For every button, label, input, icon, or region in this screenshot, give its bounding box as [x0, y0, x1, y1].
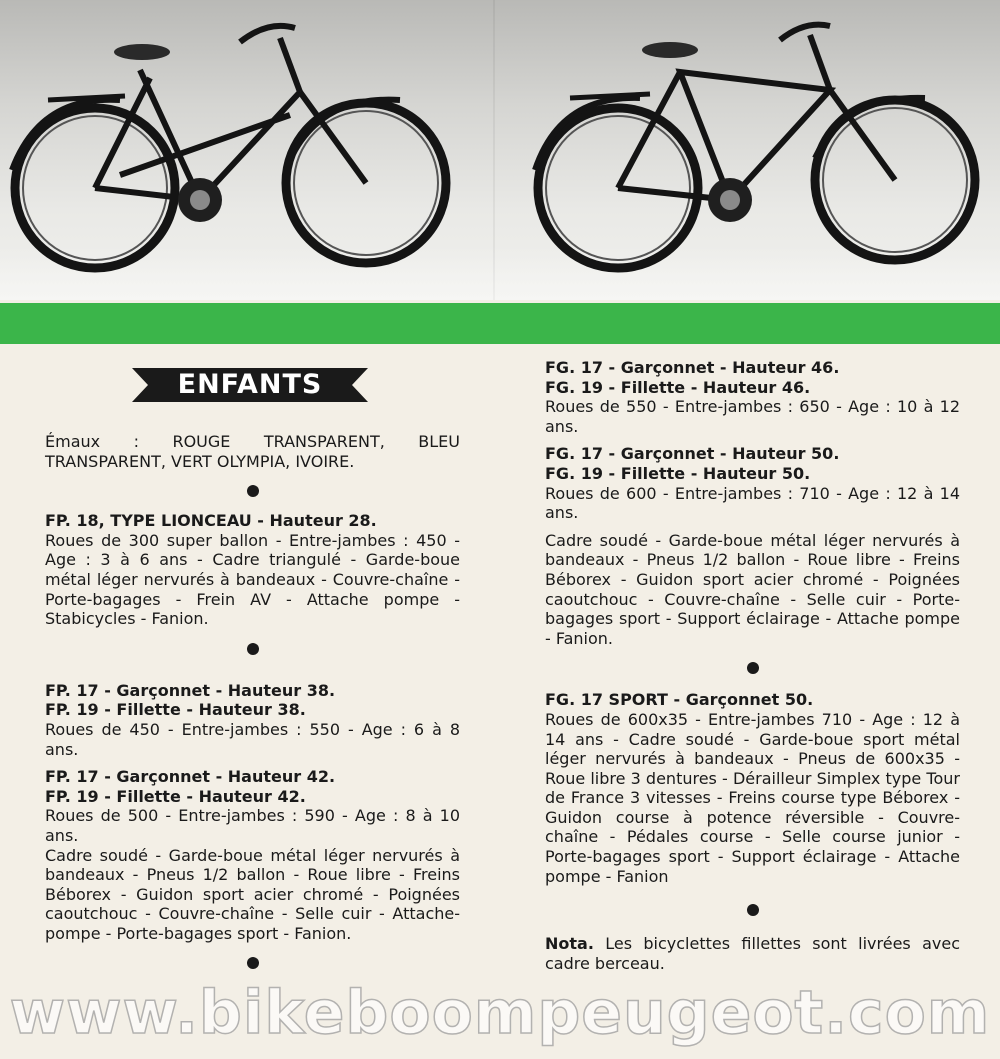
- green-band: [0, 303, 1000, 344]
- fg17-sport-heading: FG. 17 SPORT - Garçonnet 50.: [545, 690, 814, 710]
- fp17-42-heading: FP. 17 - Garçonnet - Hauteur 42.: [45, 767, 336, 787]
- fp17-38-heading: FP. 17 - Garçonnet - Hauteur 38.: [45, 680, 336, 700]
- bicycles-photo: [0, 0, 1000, 300]
- nota-paragraph: [545, 934, 960, 973]
- bullet-dot: [247, 643, 259, 655]
- fp19-42-heading: FP. 19 - Fillette - Hauteur 42.: [45, 786, 306, 806]
- fg19-50-heading: FG. 19 - Fillette - Hauteur 50.: [545, 463, 811, 483]
- bullet-dot: [747, 662, 759, 674]
- left-column: [45, 360, 460, 969]
- nota-text: Les bicyclettes fillettes sont livrées avec cadre berceau.: [545, 934, 960, 973]
- emaux-text: Émaux : ROUGE TRANSPARENT, BLEU TRANSPARENT, VERT OLYMPIA, IVOIRE.: [45, 432, 460, 471]
- fg17-46-heading: FG. 17 - Garçonnet - Hauteur 46.: [545, 358, 840, 377]
- fp19-38-heading: FP. 19 - Fillette - Hauteur 38.: [45, 700, 306, 720]
- fg50-body: Roues de 600 - Entre-jambes : 710 - Age : 12 à 14 ans.: [545, 483, 960, 523]
- fg17-50-heading: FG. 17 - Garçonnet - Hauteur 50.: [545, 444, 840, 464]
- bullet-dot: [747, 904, 759, 916]
- fp18-body: Roues de 300 super ballon - Entre-jambes : 450 - Age : 3 à 6 ans - Cadre triangulé - Garde-boue métal léger nervurés à bandeaux - Couvre-chaîne - Porte-bagages - Frein AV - Attache pompe - Stabicycles - Fanion.: [45, 530, 460, 629]
- fg46-body: Roues de 550 - Entre-jambes : 650 - Age : 10 à 12 ans.: [545, 397, 960, 436]
- bullet-dot: [247, 485, 259, 497]
- nota-label: Nota.: [545, 934, 594, 954]
- fg17-sport-body: Roues de 600x35 - Entre-jambes 710 - Age : 12 à 14 ans - Cadre soudé - Garde-boue sport métal léger nervurés à bandeaux - Pneus de 600x35 - Roue libre 3 dentures - Dérailleur Simplex type Tour de France 3 vitesses - Freins course type Béborex - Guidon course à potence réversible - Couvre-chaîne - Pédales course - Selle course junior - Porte-bagages sport - Support éclairage - Attache pompe - Fanion: [545, 709, 960, 886]
- fp38-body: Roues de 450 - Entre-jambes : 550 - Age : 6 à 8 ans.: [45, 719, 460, 759]
- fp42-body: Roues de 500 - Entre-jambes : 590 - Age : 8 à 10 ans.: [45, 806, 460, 845]
- banner-title: ENFANTS: [177, 369, 323, 400]
- bullet-dot: [247, 957, 259, 969]
- fg19-46-heading: FG. 19 - Fillette - Hauteur 46.: [545, 377, 811, 397]
- left-common-body: Cadre soudé - Garde-boue métal léger nervurés à bandeaux - Pneus 1/2 ballon - Roue libre - Freins Béborex - Guidon sport acier chromé - Poignées caoutchouc - Couvre-chaîne - Selle cuir - Attache-pompe - Porte-bagages sport - Fanion.: [45, 845, 460, 943]
- right-column: [545, 358, 960, 973]
- enfants-banner: [132, 360, 368, 410]
- girls-bicycle-image: [0, 0, 490, 300]
- boys-bicycle-image: [500, 0, 1000, 300]
- website-watermark: www.bikeboompeugeot.com: [9, 978, 991, 1048]
- fp18-heading: FP. 18, TYPE LIONCEAU - Hauteur 28.: [45, 511, 377, 531]
- right-common-body: Cadre soudé - Garde-boue métal léger nervurés à bandeaux - Pneus 1/2 ballon - Roue libre - Freins Béborex - Guidon sport acier chromé - Poignées caoutchouc - Couvre-chaîne - Selle cuir - Porte-bagages sport - Support éclairage - Attache pompe - Fanion.: [545, 530, 960, 648]
